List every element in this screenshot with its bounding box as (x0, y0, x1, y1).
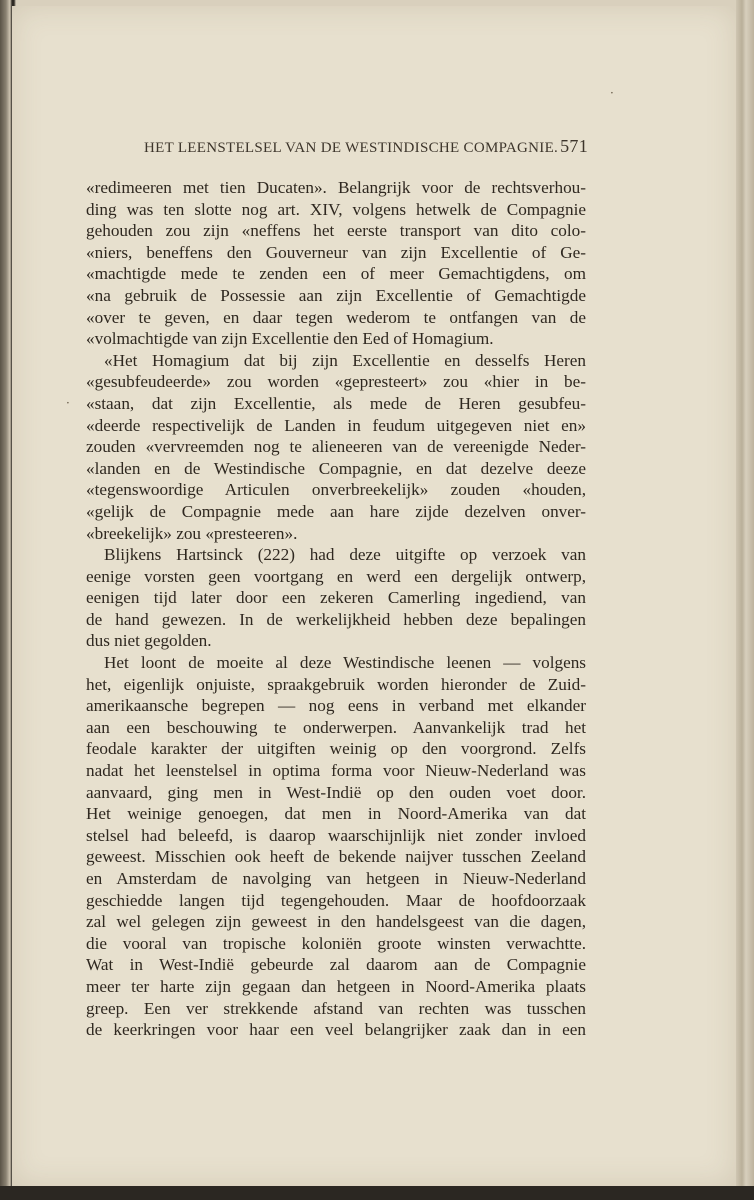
text-line: «staan, dat zijn Excellentie, als mede de Heren gesubfeu- (86, 393, 586, 413)
text-line: zal wel gelegen zijn geweest in den handelsgeest van die dagen, (86, 912, 586, 932)
text-line: «gesubfeudeerde» zou worden «gepresteert» zou «hier in be- (86, 372, 586, 392)
text-line: dus niet gegolden. (86, 631, 212, 651)
text-line: feodale karakter der uitgiften weinig op den voorgrond. Zelfs (86, 739, 586, 759)
text-line: geweest. Misschien ook heeft de bekende naijver tusschen Zeeland (86, 847, 586, 867)
text-line: stelsel had beleefd, is daarop waarschijnlijk niet zonder invloed (86, 825, 586, 845)
margin-speck: · (66, 396, 70, 410)
text-line: aanvaard, ging men in West-Indië op den ouden voet door. (86, 782, 586, 802)
text-line: aan een beschouwing te onderwerpen. Aanvankelijk trad het (86, 717, 586, 737)
text-line: «niers, beneffens den Gouverneur van zijn Excellentie of Ge- (86, 242, 586, 262)
text-line: «breekelijk» zou «presteeren». (86, 523, 298, 543)
page-edge (736, 0, 754, 1200)
body-text (86, 177, 586, 1041)
margin-speck: · (610, 86, 614, 100)
text-line: «over te geven, en daar tegen wederom te ontfangen van de (86, 307, 586, 327)
running-title: HET LEENSTELSEL VAN DE WESTINDISCHE COMPAGNIE. (144, 140, 559, 156)
text-line: gehouden zou zijn «neffens het eerste transport van dito colo- (86, 221, 586, 241)
text-line: eenigen tijd later door een zekeren Camerling ingediend, van (86, 588, 586, 608)
text-line: Het loont de moeite al deze Westindische leenen — volgens (104, 653, 586, 673)
text-line: greep. Een ver strekkende afstand van rechten was tusschen (86, 998, 586, 1018)
text-line: ding was ten slotte nog art. XIV, volgens hetwelk de Compagnie (86, 199, 586, 219)
text-line: «redimeeren met tien Ducaten». Belangrijk voor de rechtsverhou- (86, 178, 586, 197)
running-header (144, 136, 588, 157)
text-line: de hand gewezen. In de werkelijkheid hebben deze bepalingen (86, 609, 586, 629)
scan-border (0, 1186, 754, 1200)
text-line: Blijkens Hartsinck (222) had deze uitgifte op verzoek van (104, 545, 586, 565)
text-line: zouden «vervreemden nog te alieneeren van de vereenigde Neder- (86, 437, 586, 457)
text-line: en Amsterdam de navolging van hetgeen in Nieuw-Nederland (86, 869, 586, 888)
text-line: «Het Homagium dat bij zijn Excellentie en desselfs Heren (104, 350, 586, 370)
text-line: eenige vorsten geen voortgang en werd een dergelijk ontwerp, (86, 566, 586, 586)
text-line: «tegenswoordige Articulen onverbreekelijk» zouden «houden, (86, 480, 586, 500)
text-line: die vooral van tropische koloniën groote winsten verwachtte. (86, 933, 586, 953)
text-line: «volmachtigde van zijn Excellentie den Eed of Homagium. (86, 329, 494, 349)
text-line: Wat in West-Indië gebeurde zal daarom aan de Compagnie (86, 955, 586, 975)
text-line: meer ter harte zijn gegaan dan hetgeen in Noord-Amerika plaats (86, 976, 586, 996)
text-line: «machtigde mede te zenden een of meer Gemachtigdens, om (86, 264, 586, 284)
text-line: amerikaansche begrepen — nog eens in verband met elkander (86, 696, 586, 716)
text-line: «deerde respectivelijk de Landen in feudum uitgegeven niet en» (86, 415, 586, 435)
text-line: «landen en de Westindische Compagnie, en dat dezelve deeze (86, 458, 586, 478)
text-line: Het weinige genoegen, dat men in Noord-Amerika van dat (86, 804, 586, 824)
text-line: geschiedde langen tijd tegengehouden. Maar de hoofdoorzaak (86, 890, 586, 910)
page-number: 571 (560, 136, 588, 156)
text-line: de keerkringen voor haar een veel belangrijker zaak dan in een (86, 1020, 586, 1040)
text-line: nadat het leenstelsel in optima forma voor Nieuw-Nederland was (86, 761, 586, 781)
text-line: «na gebruik de Possessie aan zijn Excellentie of Gemachtigde (86, 285, 586, 305)
text-line: «gelijk de Compagnie mede aan hare zijde dezelven onver- (86, 501, 586, 521)
text-line: het, eigenlijk onjuiste, spraakgebruik worden hieronder de Zuid- (86, 674, 586, 694)
